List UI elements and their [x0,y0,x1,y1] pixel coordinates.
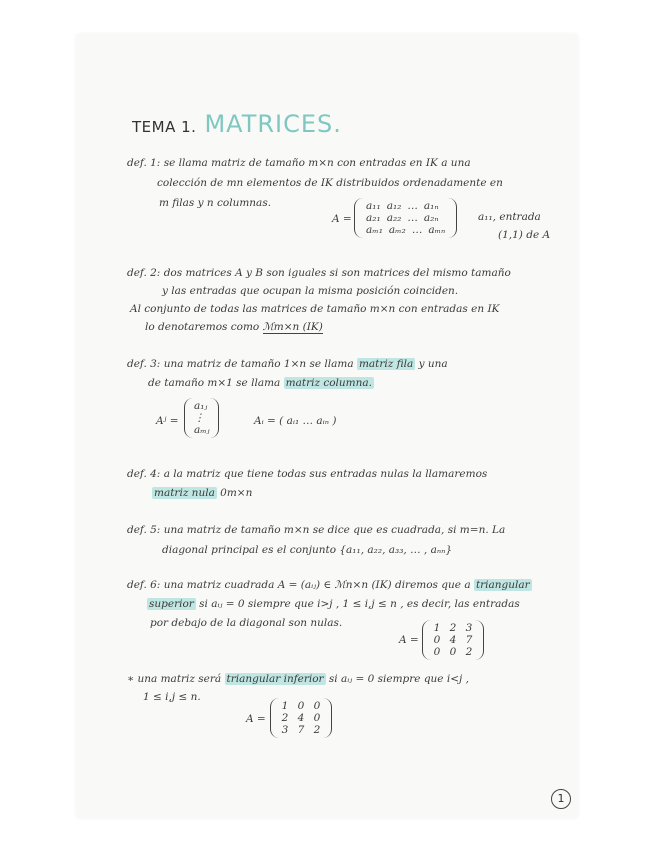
note-line2: 1 ≤ i,j ≤ n. [143,691,201,703]
def2-label: def. 2: [127,267,161,279]
def1-line1 [127,156,471,170]
def1-note1: a₁₁, entrada [478,211,541,223]
def1-line2: colección de mn elementos de IK distribuidos ordenadamente en [157,177,503,189]
highlight-triangular-inferior: triangular inferior [226,673,324,685]
def3-label: def. 3: [127,358,161,370]
highlight-matriz-fila: matriz fila [358,358,414,370]
highlight-triangular: triangular [475,579,530,591]
lower-triangular-matrix: 1 0 0 2 4 0 3 7 2 [270,698,332,738]
def6-line3: por debajo de la diagonal son nulas. [150,617,343,629]
topic-title: MATRICES. [204,110,342,138]
def1-label: def. 1: [127,157,161,169]
page-number: 1 [551,789,571,809]
page-title [132,110,342,138]
def4-line1: def. 4: a la matriz que tiene todas sus entradas nulas la llamaremos [127,468,488,480]
def6-label: def. 6: [127,579,161,591]
def6-line2: superior si aᵢⱼ = 0 siempre que i>j , 1 ≤ i,j ≤ n , es decir, las entradas [149,598,520,610]
matrix-set-notation: ℳm×n (IK) [262,321,323,333]
note-matrix-lhs: A = [246,713,266,725]
def5-label: def. 5: [127,524,161,536]
def1-note2: (1,1) de A [498,229,551,241]
def2-line3: Al conjunto de todas las matrices de tamaño m×n con entradas en IK [130,303,500,315]
def2-line1: def. 2: dos matrices A y B son iguales si son matrices del mismo tamaño [127,267,511,279]
def1-text1: se llama matriz de tamaño m×n con entradas en IK a una [163,157,471,169]
def6-matrix-lhs: A = [399,634,419,646]
def5-line1: def. 5: una matriz de tamaño m×n se dice que es cuadrada, si m=n. La [127,524,506,536]
highlight-matriz-columna: matriz columna. [285,377,372,389]
def4-label: def. 4: [127,468,161,480]
upper-triangular-matrix: 1 2 3 0 4 7 0 0 2 [422,620,484,660]
def3-line1: def. 3: una matriz de tamaño 1×n se llama matriz fila y una [127,358,448,370]
def4-line2: matriz nula 0m×n [154,487,253,499]
highlight-superior: superior [149,598,194,610]
def2-line2: y las entradas que ocupan la misma posición coinciden. [162,285,459,297]
def5-line2: diagonal principal es el conjunto {a₁₁, a₂₂, a₃₃, … , aₙₙ} [162,544,453,556]
def3-col-lhs: Aʲ = [156,415,179,427]
def1-matrix-lhs: A = [332,213,352,225]
def3-line2: de tamaño m×1 se llama matriz columna. [148,377,372,389]
highlight-matriz-nula: matriz nula [154,487,215,499]
tema-label: TEMA 1. [132,118,197,136]
def3-row-expr: Aᵢ = ( aᵢ₁ … aᵢₙ ) [254,415,337,427]
def2-line4: lo denotaremos como ℳm×n (IK) [145,321,323,333]
def3-column-matrix: a₁ⱼ ⋮ aₘⱼ [184,398,219,438]
def1-line3: m filas y n columnas. [159,197,272,209]
note-line1: ∗ una matriz será triangular inferior si aᵢⱼ = 0 siempre que i<j , [127,673,469,685]
def6-line1: def. 6: una matriz cuadrada A = (aᵢⱼ) ∈ ℳn×n (IK) diremos que a triangular [127,579,530,591]
def1-matrix: a₁₁ a₁₂ … a₁ₙ a₂₁ a₂₂ … a₂ₙ aₘ₁ aₘ₂ … aₘₙ [354,198,457,238]
